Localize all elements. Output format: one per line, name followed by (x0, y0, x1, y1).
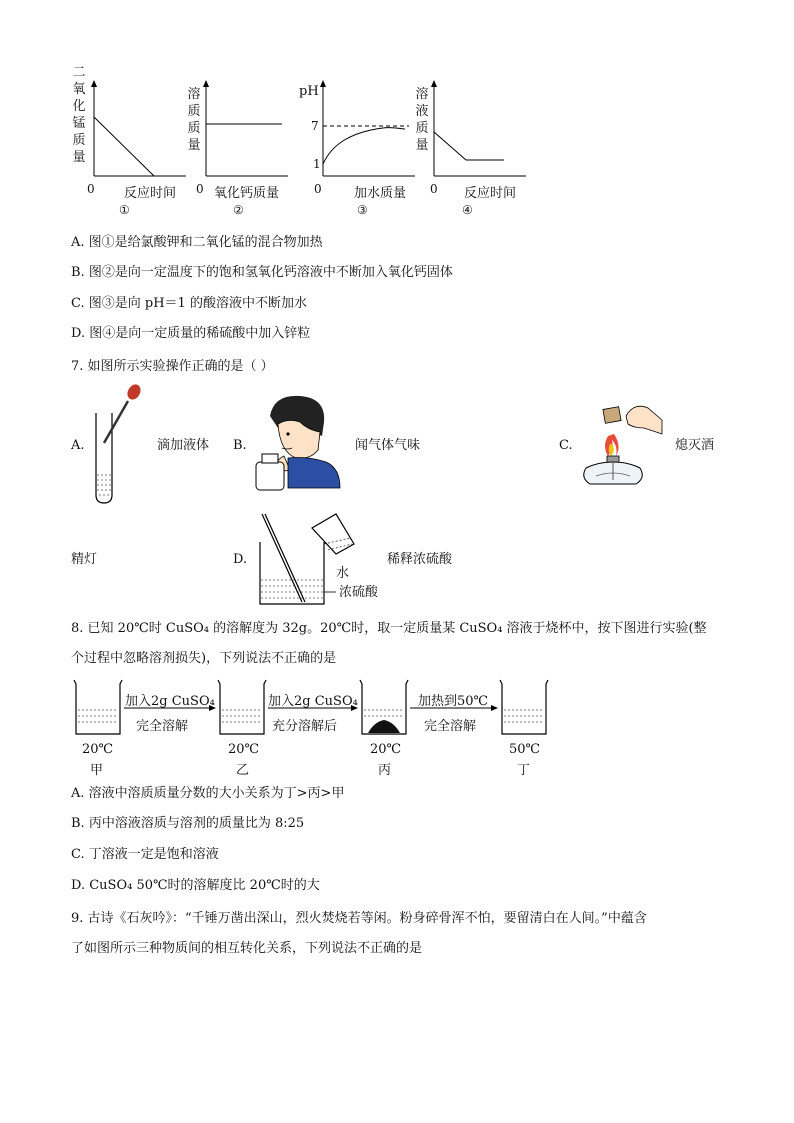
graph-4-xlabel: 反应时间 (464, 186, 517, 201)
arrow-2-top-label: 加入2g CuSO₄ (268, 694, 358, 709)
beaker-jia-name: 甲 (90, 763, 104, 778)
beaker-bing-temp: 20℃ (370, 742, 402, 757)
graph-3-ylabel: pH (299, 84, 319, 99)
graph-2-axes (198, 80, 288, 180)
graph-4-axes (426, 80, 526, 180)
graph-3-origin: 0 (314, 182, 322, 196)
beaker-bing (360, 680, 408, 734)
q8-stem-line1: 8. 已知 20℃时 CuSO₄ 的溶解度为 32g。20℃时，取一定质量某 CuSO₄ 溶液于烧杯中，按下图进行实验(整 (71, 621, 707, 636)
beaker-jia-temp: 20℃ (82, 742, 114, 757)
beaker-yi (218, 680, 266, 734)
smelling-gas-image (248, 392, 343, 494)
beaker-jia (74, 680, 122, 734)
arrow-3-top-label: 加热到50℃ (418, 694, 489, 709)
graph-3-curve (323, 128, 405, 164)
graph-1-line (94, 117, 154, 176)
graph-3-tick-1: 1 (313, 157, 321, 171)
graph-3-tick-7: 7 (311, 119, 319, 133)
q9-stem-line1: 9. 古诗《石灰吟》：“千锤万凿出深山，烈火焚烧若等闲。粉身碎骨浑不怕，要留清白在人间。”中蕴含 (71, 911, 647, 926)
q6-option-d: D. 图④是向一定质量的稀硫酸中加入锌粒 (71, 326, 311, 341)
beaker-ding (500, 680, 548, 734)
beaker-bing-name: 丙 (378, 763, 392, 778)
graph-1-xlabel: 反应时间 (124, 186, 177, 201)
q7-c-text-part1: 熄灭酒 (675, 438, 715, 453)
q7-d-letter: D. (233, 552, 248, 567)
graph-1-number: ① (119, 203, 130, 217)
graph-1-origin: 0 (87, 182, 95, 196)
q7-d-text: 稀释浓硫酸 (387, 552, 453, 567)
q6-option-a: A. 图①是给氯酸钾和二氧化锰的混合物加热 (71, 235, 323, 250)
graph-4-line (434, 132, 504, 160)
dropper-test-tube-image (88, 383, 148, 508)
q7-d-label-water: 水 (336, 566, 350, 581)
q8-option-a: A. 溶液中溶质质量分数的大小关系为丁>丙>甲 (71, 786, 345, 801)
graph-3-xlabel: 加水质量 (354, 186, 407, 201)
arrow-1-bottom-label: 完全溶解 (136, 719, 189, 734)
q7-a-letter: A. (71, 438, 85, 453)
arrow-1-top-label: 加入2g CuSO₄ (125, 694, 215, 709)
undissolved-solid (368, 720, 400, 733)
q9-stem-line2: 了如图所示三种物质间的相互转化关系，下列说法不正确的是 (71, 941, 423, 956)
graph-4-origin: 0 (430, 182, 438, 196)
graph-4-ylabel: 溶液质量 (415, 87, 429, 153)
q8-option-c: C. 丁溶液一定是饱和溶液 (71, 847, 219, 862)
arrow-3-bottom-label: 完全溶解 (424, 719, 477, 734)
q8-stem-line2: 个过程中忽略溶剂损失)，下列说法不正确的是 (71, 651, 337, 666)
graph-2-origin: 0 (196, 182, 204, 196)
graph-1-axes (86, 80, 186, 180)
graph-2-number: ② (233, 203, 244, 217)
graph-2-xlabel: 氧化钙质量 (214, 186, 280, 201)
graph-4-number: ④ (462, 203, 473, 217)
graph-3-axes (315, 80, 415, 180)
beaker-yi-name: 乙 (236, 763, 250, 778)
arrow-2-bottom-label: 充分溶解后 (272, 719, 338, 734)
graph-1-ylabel: 二氧化锰质量 (72, 65, 86, 165)
q7-b-text: 闻气体气味 (355, 438, 421, 453)
q7-c-letter: C. (559, 438, 573, 453)
beaker-yi-temp: 20℃ (228, 742, 260, 757)
q7-a-text: 滴加液体 (157, 438, 210, 453)
q7-b-letter: B. (233, 438, 247, 453)
q7-c-text-part2: 精灯 (71, 552, 98, 567)
q8-option-b: B. 丙中溶液溶质与溶剂的质量比为 8:25 (71, 816, 305, 831)
q8-option-d: D. CuSO₄ 50℃时的溶解度比 20℃时的大 (71, 878, 320, 893)
beaker-ding-name: 丁 (517, 763, 531, 778)
q6-option-c: C. 图③是向 pH＝1 的酸溶液中不断加水 (71, 296, 307, 311)
beaker-ding-temp: 50℃ (509, 742, 541, 757)
q6-option-b: B. 图②是向一定温度下的饱和氢氧化钙溶液中不断加入氧化钙固体 (71, 265, 453, 280)
graph-2-ylabel: 溶质质量 (187, 87, 201, 153)
q7-stem: 7. 如图所示实验操作正确的是（ ） (71, 359, 274, 374)
q7-d-label-acid: 浓硫酸 (339, 585, 379, 600)
alcohol-lamp-image (574, 388, 664, 496)
graph-3-number: ③ (357, 203, 368, 217)
